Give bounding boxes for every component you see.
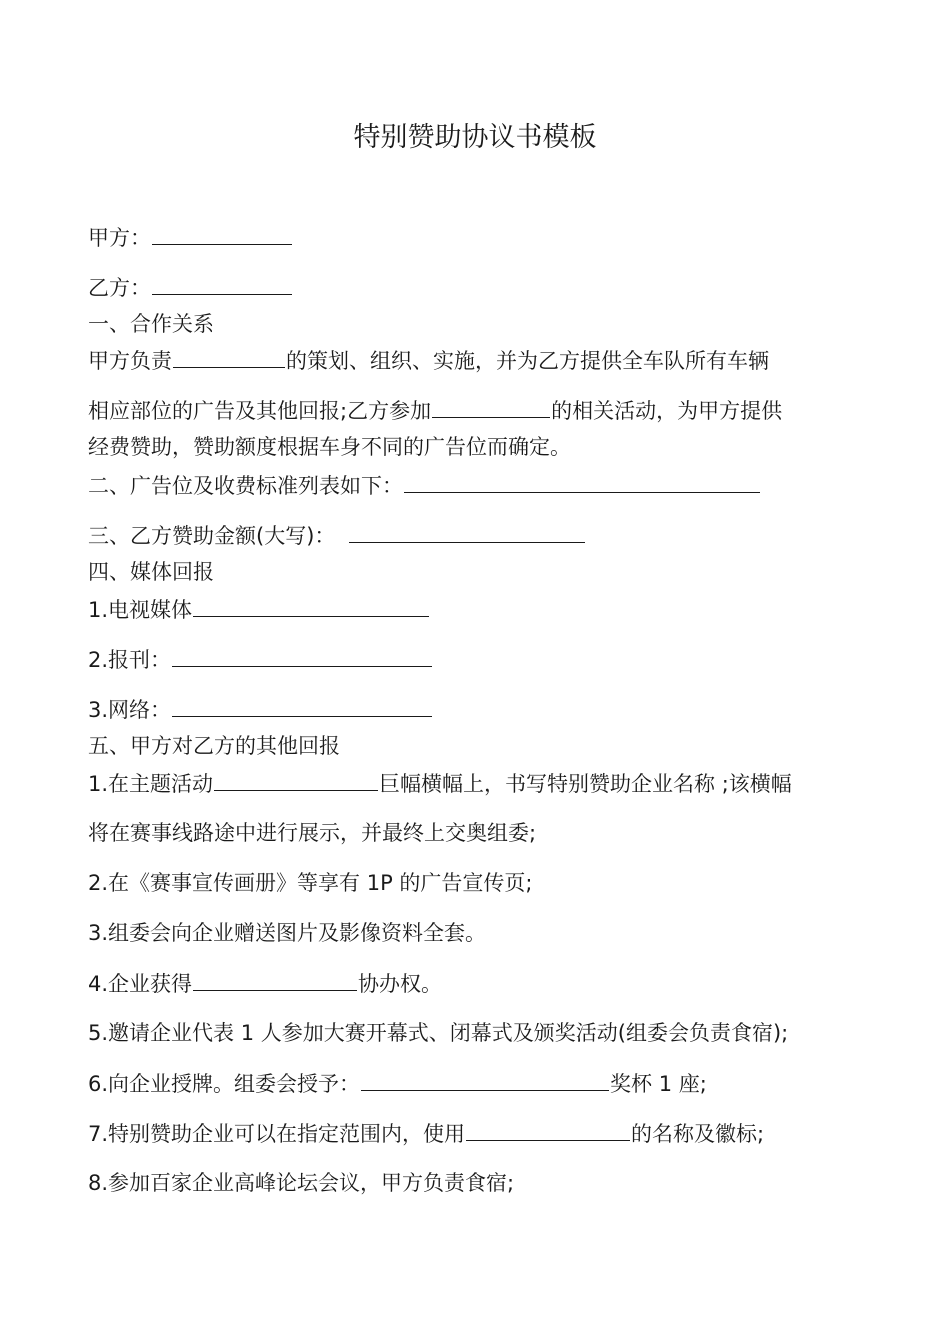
section1-line1-text-b: 的策划、组织、实施，并为乙方提供全车队所有车辆 — [286, 349, 769, 373]
section2-heading: 二、广告位及收费标准列表如下： — [88, 474, 403, 498]
section5-item7-text-a: 7.特别赞助企业可以在指定范围内，使用 — [88, 1122, 466, 1146]
section1-line2-text-b: 的相关活动，为甲方提供 — [551, 399, 783, 423]
fee-list-blank[interactable] — [404, 470, 760, 493]
co-organizer-blank[interactable] — [193, 968, 357, 991]
amount-blank[interactable] — [349, 520, 585, 543]
section4-item3 — [88, 694, 433, 725]
section1-heading: 一、合作关系 — [88, 312, 214, 336]
section5-item3: 3.组委会向企业赠送图片及影像资料全套。 — [88, 921, 487, 945]
section5-item7 — [88, 1118, 764, 1149]
section4-heading: 四、媒体回报 — [88, 560, 214, 584]
section1-line1-text-a: 甲方负责 — [88, 349, 172, 373]
theme-activity-blank[interactable] — [214, 768, 378, 791]
section5-item6-text-b: 奖杯 1 座; — [610, 1072, 707, 1096]
section5-item4-text-a: 4.企业获得 — [88, 972, 193, 996]
section3-line — [88, 520, 586, 551]
newspaper-blank[interactable] — [172, 644, 432, 667]
section5-item1-cont: 将在赛事线路途中进行展示，并最终上交奥组委; — [88, 821, 537, 845]
section5-item8: 8.参加百家企业高峰论坛会议，甲方负责食宿; — [88, 1171, 515, 1195]
section1-line2-text-a: 相应部位的广告及其他回报;乙方参加 — [88, 399, 432, 423]
section4-item1 — [88, 594, 430, 625]
section5-item1 — [88, 768, 792, 799]
section1-line2 — [88, 395, 782, 426]
section5-heading: 五、甲方对乙方的其他回报 — [88, 734, 340, 758]
party-a-line — [88, 222, 293, 253]
newspaper-label: 2.报刊： — [88, 648, 172, 672]
logo-name-blank[interactable] — [466, 1118, 630, 1141]
activity-name-blank[interactable] — [432, 395, 550, 418]
section1-line1 — [88, 345, 769, 376]
section5-item4 — [88, 968, 442, 999]
event-name-blank[interactable] — [173, 345, 285, 368]
section2-line — [88, 470, 761, 501]
section5-item1-text-a: 1.在主题活动 — [88, 772, 214, 796]
tv-media-blank[interactable] — [193, 594, 429, 617]
section5-item5: 5.邀请企业代表 1 人参加大赛开幕式、闭幕式及颁奖活动(组委会负责食宿); — [88, 1021, 789, 1045]
party-a-blank[interactable] — [152, 222, 292, 245]
document-title: 特别赞助协议书模板 — [353, 122, 597, 153]
section5-item1-text-b: 巨幅横幅上，书写特别赞助企业名称 ;该横幅 — [379, 772, 792, 796]
award-name-blank[interactable] — [361, 1068, 609, 1091]
party-b-label: 乙方： — [88, 276, 151, 300]
internet-label: 3.网络： — [88, 698, 172, 722]
section5-item4-text-b: 协办权。 — [358, 972, 443, 996]
internet-blank[interactable] — [172, 694, 432, 717]
tv-media-label: 1.电视媒体 — [88, 598, 193, 622]
party-a-label: 甲方： — [88, 226, 151, 250]
section3-heading: 三、乙方赞助金额(大写)： — [88, 524, 336, 548]
section5-item2: 2.在《赛事宣传画册》等享有 1P 的广告宣传页; — [88, 871, 533, 895]
party-b-line — [88, 272, 293, 303]
section5-item6 — [88, 1068, 707, 1099]
section1-line3: 经费赞助，赞助额度根据车身不同的广告位而确定。 — [88, 435, 571, 459]
section4-item2 — [88, 644, 433, 675]
section5-item7-text-b: 的名称及徽标; — [631, 1122, 765, 1146]
section5-item6-text-a: 6.向企业授牌。组委会授予： — [88, 1072, 361, 1096]
party-b-blank[interactable] — [152, 272, 292, 295]
